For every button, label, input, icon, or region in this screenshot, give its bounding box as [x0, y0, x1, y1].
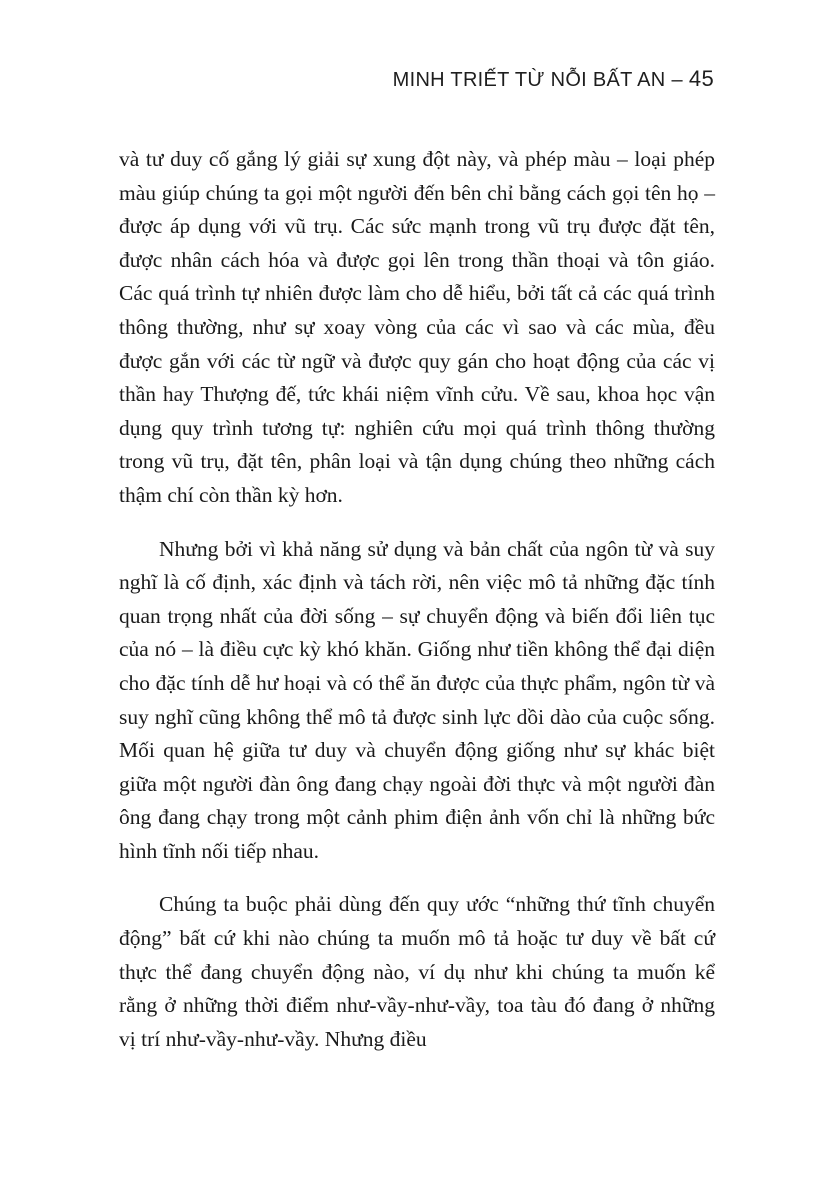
header-separator: – — [671, 69, 683, 91]
running-head — [393, 66, 714, 92]
page-number: 45 — [688, 66, 714, 91]
body-text — [119, 143, 715, 1076]
paragraph-continued: và tư duy cố gắng lý giải sự xung đột này, và phép màu – loại phép màu giúp chúng ta gọi một người đến bên chỉ bằng cách gọi tên họ – được áp dụng với vũ trụ. Các sức mạnh trong vũ trụ được đặt tên, được nhân cách hóa và được gọi lên trong thần thoại và tôn giáo. Các quá trình tự nhiên được làm cho dễ hiểu, bởi tất cả các quá trình thông thường, như sự xoay vòng của các vì sao và các mùa, đều được gắn với các từ ngữ và được quy gán cho hoạt động của các vị thần hay Thượng đế, tức khái niệm vĩnh cửu. Về sau, khoa học vận dụng quy trình tương tự: nghiên cứu mọi quá trình thông thường trong vũ trụ, đặt tên, phân loại và tận dụng chúng theo những cách thậm chí còn thần kỳ hơn. — [119, 147, 715, 507]
book-title: MINH TRIẾT TỪ NỖI BẤT AN — [392, 69, 666, 91]
paragraph: Nhưng bởi vì khả năng sử dụng và bản chất của ngôn từ và suy nghĩ là cố định, xác định và tách rời, nên việc mô tả những đặc tính quan trọng nhất của đời sống – sự chuyển động và biến đổi liên tục của nó – là điều cực kỳ khó khăn. Giống như tiền không thể đại diện cho đặc tính dễ hư hoại và có thể ăn được của thực phẩm, ngôn từ và suy nghĩ cũng không thể mô tả được sinh lực dồi dào của cuộc sống. Mối quan hệ giữa tư duy và chuyển động giống như sự khác biệt giữa một người đàn ông đang chạy ngoài đời thực và một người đàn ông đang chạy trong một cảnh phim điện ảnh vốn chỉ là những bức hình tĩnh nối tiếp nhau. — [119, 536, 715, 863]
paragraph: Chúng ta buộc phải dùng đến quy ước “những thứ tĩnh chuyển động” bất cứ khi nào chúng ta muốn mô tả hoặc tư duy về bất cứ thực thể đang chuyển động nào, ví dụ như khi chúng ta muốn kể rằng ở những thời điểm như-vầy-như-vầy, toa tàu đó đang ở những vị trí như-vầy-như-vầy. Nhưng điều — [119, 892, 715, 1051]
